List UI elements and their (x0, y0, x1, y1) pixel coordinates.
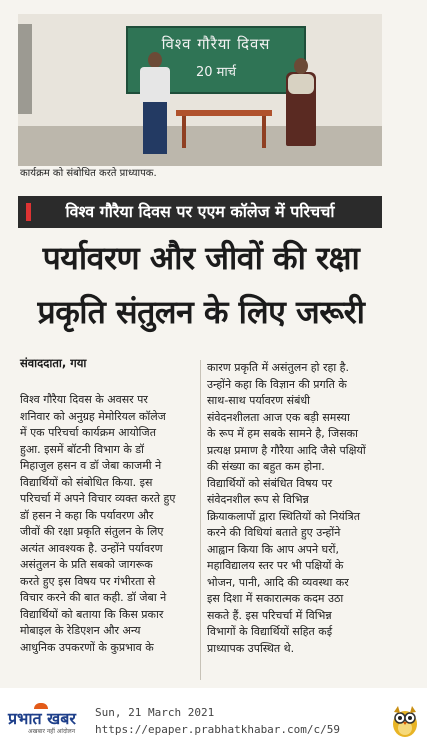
text-line: करने की विधियां बताते हुए उन्होंने (207, 526, 341, 539)
photo-table-leg (182, 116, 186, 148)
headline-line-1: पर्यावरण और जीवों की रक्षा (42, 239, 360, 277)
text-line: सकते हैं. इस परिचर्चा में विभिन्न (207, 608, 332, 622)
text-line: डॉ हसन ने कहा कि पर्यावरण और (20, 508, 154, 522)
text-line: जीवों की रक्षा प्रकृति संतुलन के लिए (20, 525, 164, 538)
text-line: असंतुलन के प्रति सबको जागरूक (20, 558, 153, 571)
kicker-headline: विश्व गौरैया दिवस पर एएम कॉलेज में परिचर्चा (18, 196, 382, 228)
chalkboard-title: विश्व गौरैया दिवस (161, 35, 271, 53)
text-line: उन्होंने कहा कि विज्ञान की प्रगति के (207, 377, 347, 391)
publication-date: Sun, 21 March 2021 (95, 706, 215, 719)
byline: संवाददाता, गया (20, 356, 87, 370)
logo-tagline: अखबार नहीं आंदोलन (28, 728, 76, 735)
text-line: महाविद्यालय स्तर पर भी पक्षियों के (207, 559, 344, 572)
text-line: कारण प्रकृति में असंतुलन हो रहा है. (207, 361, 350, 374)
speaker-trousers (143, 102, 167, 154)
text-line: मिहाजुल हसन व डॉ जेबा काजमी ने (20, 459, 162, 472)
kicker-accent (26, 203, 31, 221)
text-line: भोजन, पानी, आदि की व्यवस्था कर (207, 575, 349, 589)
event-photo (18, 14, 382, 166)
text-line: हुआ. इसमें बॉटनी विभाग के डॉ (20, 442, 145, 456)
text-line: संवेदनशील रूप से विभिन्न (207, 493, 309, 506)
text-line: के रूप में हम सबके सामने है, जिसका (207, 427, 358, 440)
text-line: मोबाइल के रेडिएशन और अन्य (20, 624, 141, 637)
headline-line-2: प्रकृति संतुलन के लिए जरूरी (37, 293, 365, 331)
owl-icon (390, 704, 420, 738)
text-line: प्रत्यक्ष प्रमाण है गौरैया आदि जैसे पक्षियों (207, 443, 366, 457)
photo-table (176, 110, 272, 116)
text-line: आह्वान किया कि आप अपने घरों, (207, 542, 339, 556)
photo-floor (18, 126, 382, 166)
photo-table-leg (262, 116, 266, 148)
prabhat-khabar-logo[interactable]: प्रभात खबर (8, 709, 76, 728)
text-line: में एक परिचर्चा कार्यक्रम आयोजित (20, 426, 156, 439)
text-line: विश्व गौरैया दिवस के अवसर पर (20, 393, 148, 406)
text-line: संवेदनशीलता आज एक बड़ी समस्या (207, 410, 350, 424)
text-line: विद्यार्थियों को बताया कि किस प्रकार (20, 607, 164, 621)
text-line: विद्यार्थियों को संबंधित विषय पर (207, 476, 333, 490)
text-line: की संख्या का बहुत कम होना. (207, 460, 325, 473)
professor-scarf (288, 74, 314, 94)
text-line: विचार करने की बात कही. डॉ जेबा ने (20, 591, 167, 604)
text-line: प्राध्यापक उपस्थित थे. (207, 641, 295, 655)
column-divider (200, 360, 201, 680)
text-line: आधुनिक उपकरणों के कुप्रभाव के (20, 640, 154, 654)
article-column-1 (20, 392, 196, 656)
text-line: इस दिशा में सकारात्मक कदम उठा (207, 592, 344, 605)
article-column-2 (207, 360, 383, 657)
speaker-head (148, 52, 162, 68)
text-line: परिचर्चा में अपने विचार व्यक्त करते हुए (20, 492, 176, 505)
text-line: विद्यार्थियों को संबोधित किया. इस (20, 475, 153, 489)
text-line: साथ-साथ पर्यावरण संबंधी (207, 394, 310, 407)
epaper-url[interactable]: https://epaper.prabhatkhabar.com/c/59 (95, 723, 341, 736)
text-line: अत्यंत आवश्यक है. उन्होंने पर्यावरण (20, 541, 163, 555)
professor-head (294, 58, 308, 74)
text-line: विभागों के विद्यार्थियों सहित कई (207, 625, 333, 638)
chalkboard-date: 20 मार्च (195, 65, 237, 80)
photo-door (18, 24, 32, 114)
speaker-shirt (140, 67, 170, 103)
text-line: करते हुए इस विषय पर गंभीरता से (20, 574, 156, 588)
photo-caption: कार्यक्रम को संबोधित करते प्राध्यापक. (20, 166, 380, 182)
text-line: शनिवार को अनुग्रह मेमोरियल कॉलेज (20, 409, 166, 423)
text-line: क्रियाकलापों द्वारा स्थितियों को नियंत्रित (207, 509, 360, 523)
